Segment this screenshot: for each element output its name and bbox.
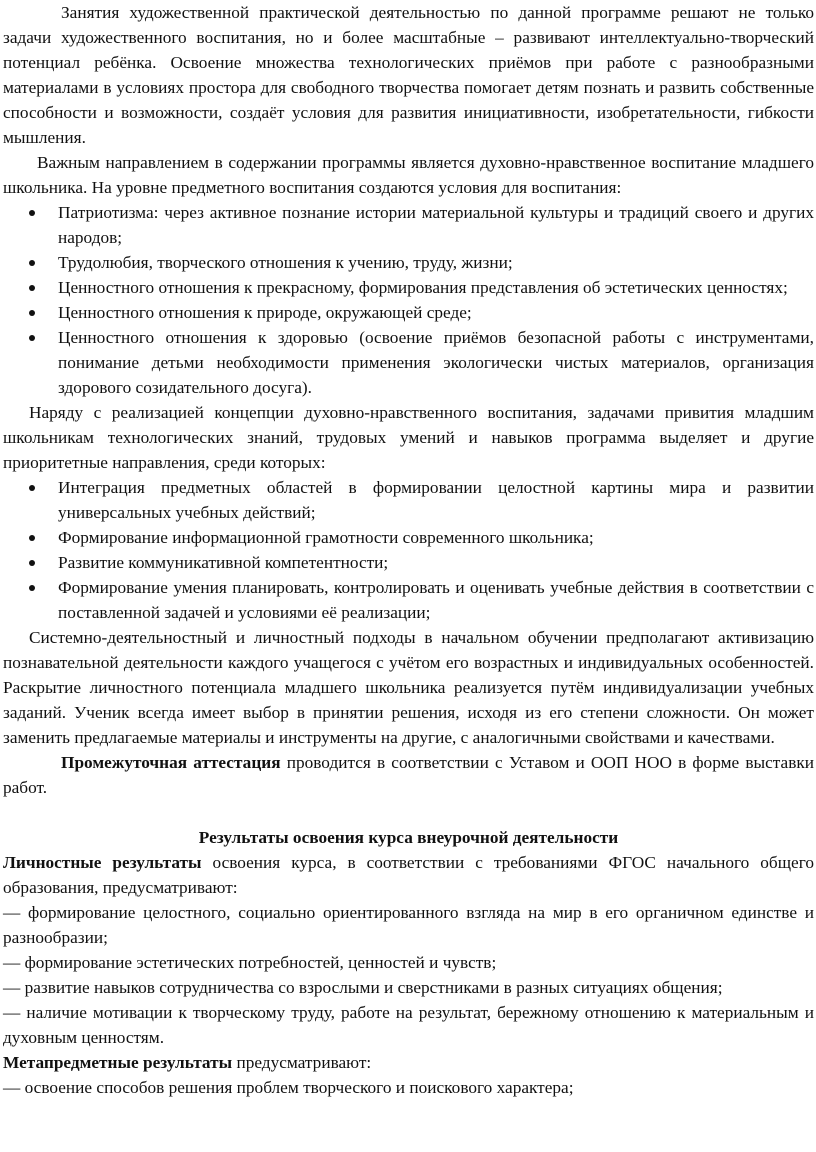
spiritual-paragraph: Важным направлением в содержании программы является духовно-нравственное воспитание младшего школьника. На уровне предметного воспитания создаются условия для воспитания: bbox=[3, 153, 814, 197]
list-item bbox=[3, 325, 814, 400]
bullet-icon bbox=[29, 210, 35, 216]
personal-result-item: — формирование целостного, социально ориентированного взгляда на мир в его органичном единстве и разнообразии; bbox=[3, 903, 814, 947]
bullet-icon bbox=[29, 560, 35, 566]
list-item bbox=[3, 475, 814, 525]
attestation-text: проводится в соответствии с Уставом и ООП НОО в форме выставки работ. bbox=[3, 753, 814, 797]
bullet-icon bbox=[29, 485, 35, 491]
list-item bbox=[3, 300, 814, 325]
intro-paragraph: Занятия художественной практической деятельностью по данной программе решают не только задачи художественного воспитания, но и более масштабные – развивают интеллектуально-творческий потенциал ребёнка. Освоение множества технологических приёмов при работе с разнообразными материалами в условиях простора для свободного творчества помогает детям познать и развить собственные способности и возможности, создаёт условия для развития инициативности, изобретательности, гибкости мышления. bbox=[3, 3, 814, 147]
meta-results-text: предусматривают: bbox=[232, 1053, 372, 1072]
bullet-icon bbox=[29, 285, 35, 291]
bullet-icon bbox=[29, 585, 35, 591]
list-item-text: Формирование умения планировать, контролировать и оценивать учебные действия в соответствии с поставленной задачей и условиями её реализации; bbox=[58, 578, 814, 622]
bullet-icon bbox=[29, 260, 35, 266]
personal-result-item: — формирование эстетических потребностей, ценностей и чувств; bbox=[3, 953, 497, 972]
list-item-text: Ценностного отношения к прекрасному, формирования представления об эстетических ценностях; bbox=[58, 278, 788, 297]
list-item bbox=[3, 575, 814, 625]
personal-result-item: — развитие навыков сотрудничества со взрослыми и сверстниками в разных ситуациях общения; bbox=[3, 978, 723, 997]
list-item bbox=[3, 200, 814, 250]
list-item-text: Развитие коммуникативной компетентности; bbox=[58, 553, 389, 572]
system-approach-paragraph: Системно-деятельностный и личностный подходы в начальном обучении предполагают активизацию познавательной деятельности каждого учащегося с учётом его возрастных и индивидуальных особенностей. Раскрытие личностного потенциала младшего школьника реализуется путём индивидуализации учебных заданий. Ученик всегда имеет выбор в принятии решения, исходя из его степени сложности. Он может заменить предлагаемые материалы и инструменты на другие, с аналогичными свойствами и качествами. bbox=[3, 628, 814, 747]
list-item-text: Трудолюбия, творческого отношения к учению, труду, жизни; bbox=[58, 253, 513, 272]
list-item-text: Формирование информационной грамотности современного школьника; bbox=[58, 528, 594, 547]
bullet-icon bbox=[29, 335, 35, 341]
priorities-paragraph: Наряду с реализацией концепции духовно-нравственного воспитания, задачами привития младшим школьникам технологических знаний, трудовых умений и навыков программа выделяет и другие приоритетные направления, среди которых: bbox=[3, 403, 814, 472]
personal-results-paragraph bbox=[3, 850, 814, 900]
attestation-paragraph bbox=[3, 750, 814, 800]
attestation-term: Промежуточная аттестация bbox=[61, 753, 281, 772]
section-spacer bbox=[3, 800, 814, 825]
bullet-icon bbox=[29, 310, 35, 316]
list-item bbox=[3, 525, 814, 550]
results-section-title: Результаты освоения курса внеурочной деятельности bbox=[198, 828, 619, 847]
list-item bbox=[3, 275, 814, 300]
priority-bullet-list bbox=[3, 475, 814, 625]
list-item-text: Ценностного отношения к здоровью (освоение приёмов безопасной работы с инструментами, понимание детьми необходимости применения экологически чистых материалов, организация здорового созидательного досуга). bbox=[58, 328, 814, 397]
personal-results-term: Личностные результаты bbox=[3, 853, 202, 872]
bullet-icon bbox=[29, 535, 35, 541]
education-bullet-list bbox=[3, 200, 814, 400]
meta-results-term: Метапредметные результаты bbox=[3, 1053, 233, 1072]
list-item-text: Ценностного отношения к природе, окружающей среде; bbox=[58, 303, 472, 322]
list-item-text: Интеграция предметных областей в формировании целостной картины мира и развитии универсальных учебных действий; bbox=[58, 478, 814, 522]
meta-results-paragraph bbox=[3, 1050, 814, 1075]
meta-result-item: — освоение способов решения проблем творческого и поискового характера; bbox=[3, 1078, 574, 1097]
list-item bbox=[3, 550, 814, 575]
list-item-text: Патриотизма: через активное познание истории материальной культуры и традиций своего и других народов; bbox=[58, 203, 814, 247]
list-item bbox=[3, 250, 814, 275]
personal-results-text: освоения курса, в соответствии с требованиями ФГОС начального общего образования, предусматривают: bbox=[3, 853, 814, 897]
personal-result-item: — наличие мотивации к творческому труду, работе на результат, бережному отношению к материальным и духовным ценностям. bbox=[3, 1003, 814, 1047]
